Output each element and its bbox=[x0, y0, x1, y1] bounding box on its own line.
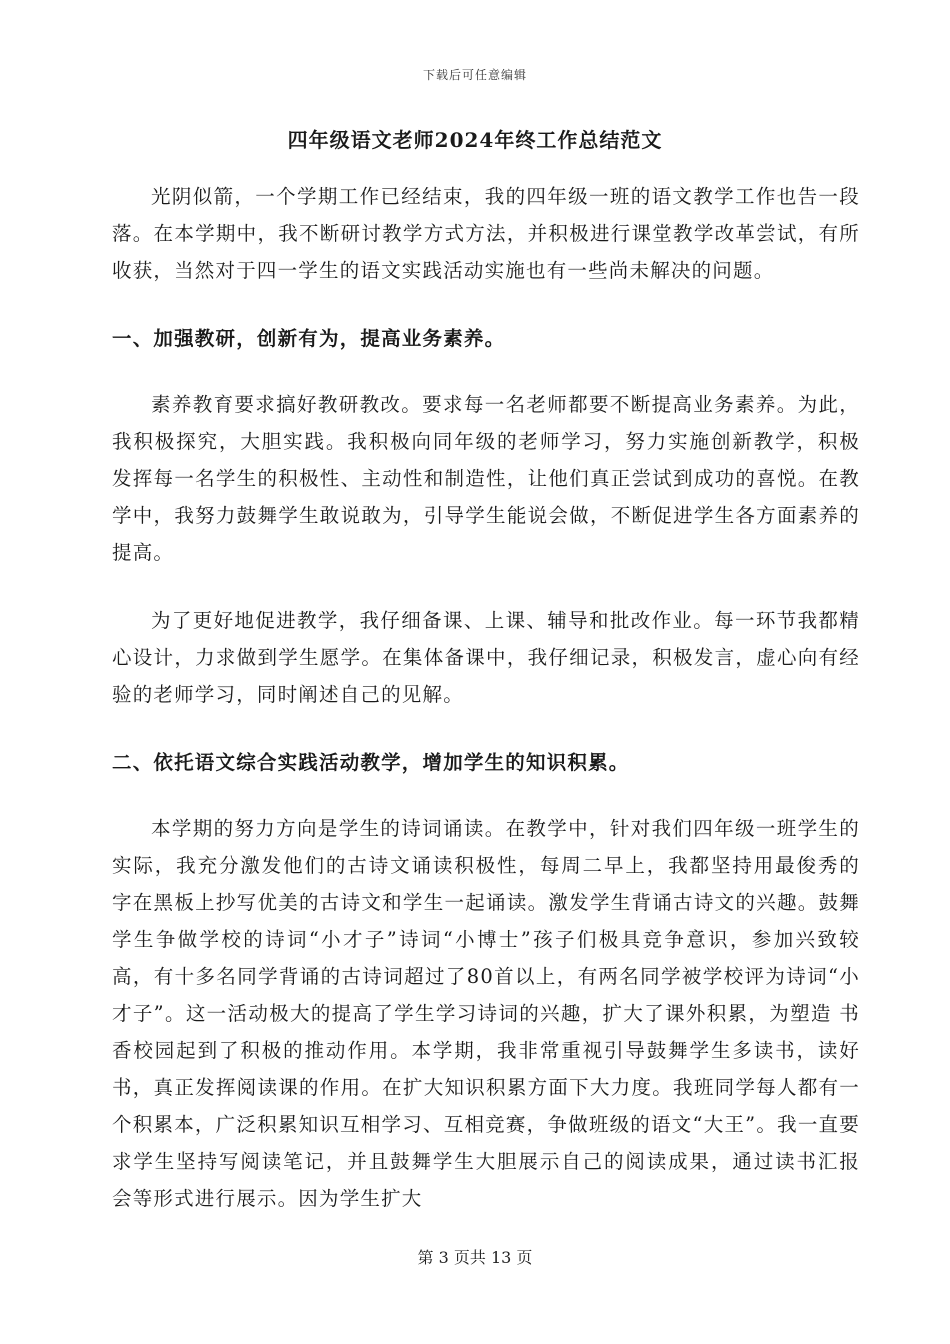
document-title: 四年级语文老师2024年终工作总结范文 bbox=[287, 128, 663, 152]
header-note: 下载后可任意编辑 bbox=[422, 68, 527, 82]
section-1-paragraph-1: 素养教育要求搞好教研教改。要求每一名老师都要不断提高业务素养。为此，我积极探究，大胆实践。我积极向同年级的老师学习，努力实施创新教学，积极 发挥每一名学生的积极性、主动性和制造性，让他们真正尝试到成功的喜悦。在教学中，我努力鼓舞学生敢说敢为，引导学生能说会做，不断促进学生各方面素养的 提高。 bbox=[112, 393, 860, 564]
section-1-paragraph-2: 为了更好地促进教学，我仔细备课、上课、辅导和批改作业。每一环节我都精心设计，力求做到学生愿学。在集体备课中，我仔细记录，积极发言，虚心向有经验的老师学习，同时阐述自己的见解。 bbox=[112, 609, 860, 706]
document-body bbox=[112, 178, 860, 1217]
section-heading-2: 二、依托语文综合实践活动教学，增加学生的知识积累。 bbox=[112, 751, 630, 774]
section-2-paragraph-1: 本学期的努力方向是学生的诗词诵读。在教学中，针对我们四年级一班学生的实际，我充分激发他们的古诗文诵读积极性，每周二早上，我都坚持用最俊秀的 字在黑板上抄写优美的古诗文和学生一起诵读。激发学生背诵古诗文的兴趣。鼓舞学生争做学校的诗词“小才子”诗词“小博士”孩子们极具竞争意识，参加兴致较 高，有十多名同学背诵的古诗词超过了80首以上，有两名同学被学校评为诗词“小才子”。这一活动极大的提高了学生学习诗词的兴趣，扩大了课外积累，为塑造 书香校园起到了积极的推动作用。本学期，我非常重视引导鼓舞学生多读书，读好书，真正发挥阅读课的作用。在扩大知识积累方面下大力度。我班同学每人都有一 个积累本，广泛积累知识互相学习、互相竞赛，争做班级的语文“大王”。我一直要求学生坚持写阅读笔记，并且鼓舞学生大胆展示自己的阅读成果，通过读书汇报 会等形式进行展示。因为学生扩大 bbox=[112, 817, 860, 1210]
page-number-footer: 第 3 页共 13 页 bbox=[417, 1248, 533, 1267]
section-heading-1: 一、加强教研，创新有为，提高业务素养。 bbox=[112, 327, 506, 350]
intro-paragraph: 光阴似箭，一个学期工作已经结束，我的四年级一班的语文教学工作也告一段落。在本学期中，我不断研讨教学方式方法，并积极进行课堂教学改革尝试，有所收获，当然对于四一学生的语文实践活动实施也有一些尚未解决的问题。 bbox=[112, 185, 860, 282]
